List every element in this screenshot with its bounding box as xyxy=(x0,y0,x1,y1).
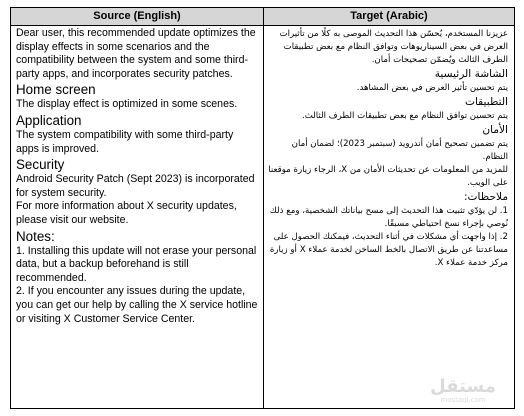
source-home-title: Home screen xyxy=(16,82,96,98)
target-intro: عزيزنا المستخدم، يُحسّن هذا التحديث الموصى به كلًا من تأثيرات العرض في بعض السيناريوهات وتوافق النظام مع بعض تطبيقات الطرف الثالث ويُضمّن تصحيحات أمان. xyxy=(279,29,508,65)
target-column xyxy=(264,26,514,408)
source-app-text: The system compatibility with some third-party apps is improved. xyxy=(16,128,234,155)
target-home-title: الشاشة الرئيسية xyxy=(434,68,508,80)
target-security-title: الأمان xyxy=(482,124,508,136)
target-column-header: Target (Arabic) xyxy=(350,10,428,22)
target-app-text: يتم تحسين توافق النظام مع بعض تطبيقات الطرف الثالث. xyxy=(301,111,508,121)
target-security-text: يتم تضمين تصحيح أمان أندرويد (سبتمبر 2023)؛ لضمان أمان النظام. xyxy=(291,139,508,162)
source-note-2: 2. If you encounter any issues during the update, you can get our help by calling the X service hotline or visiting X Customer Service Center. xyxy=(16,285,258,325)
source-security-title: Security xyxy=(16,157,65,173)
watermark-text: مستقل xyxy=(430,376,496,397)
source-intro: Dear user, this recommended update optimizes the display effects in some scenarios and the compatibility between the system and some third-party apps, and incorporates security patches. xyxy=(16,27,256,80)
source-column xyxy=(11,26,263,408)
target-notes-title: ملاحظات: xyxy=(463,191,508,203)
target-app-title: التطبيقات xyxy=(464,96,508,108)
target-note-2: 2. إذا واجهت أي مشكلات في أثناء التحديث، فيمكنك الحصول على مساعدتنا عن طريق الاتصال بالخط الساخن لخدمة عملاء X أو زيارة مركز خدمة عملاء X. xyxy=(269,232,508,268)
source-column-header: Source (English) xyxy=(93,10,181,22)
source-security-text: Android Security Patch (Sept 2023) is incorporated for system security. xyxy=(16,173,255,199)
source-app-title: Application xyxy=(16,112,82,128)
source-home-text: The display effect is optimized in some scenes. xyxy=(16,98,238,111)
target-security-more: للمزيد من المعلومات عن تحديثات الأمان من X، الرجاء زيارة موقعنا على الويب. xyxy=(268,165,508,188)
translation-table xyxy=(10,7,515,409)
target-note-1: 1. لن يؤدّي تثبيت هذا التحديث إلى مسح بياناتك الشخصية، ومع ذلك نُوصي بإجراء نسخ احتياطي مسبقًا. xyxy=(269,206,508,229)
watermark-domain: mostaql.com xyxy=(440,396,486,404)
source-note-1: 1. Installing this update will not erase your personal data, but a backup beforehand is still recommended. xyxy=(16,244,257,284)
source-notes-title: Notes: xyxy=(16,228,55,244)
source-security-more: For more information about X security updates, please visit our website. xyxy=(16,200,237,226)
target-home-text: يتم تحسين تأثير العرض في بعض المشاهد. xyxy=(356,83,508,93)
